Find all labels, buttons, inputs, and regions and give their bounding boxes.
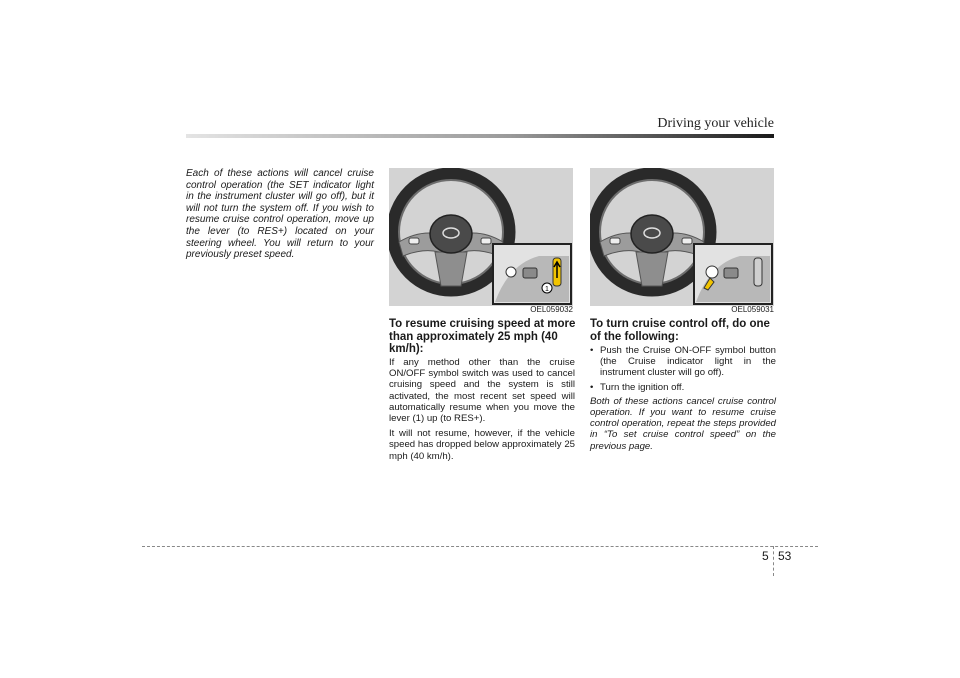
inset-detail — [694, 244, 772, 304]
bullet-icon: • — [590, 345, 594, 356]
list-item: • Turn the ignition off. — [590, 381, 685, 393]
footer-divider — [773, 546, 774, 576]
resume-paragraph: It will not resume, however, if the vehicle speed has dropped below approximately 25 mph (40 km/h). — [389, 428, 575, 462]
resume-paragraph: If any method other than the cruise ON/OFF symbol switch was used to cancel cruising speed and the system is still activated, the most recent set speed will automatically resume when you move the lever (1) up (to RES+). — [389, 357, 575, 425]
inset-detail — [493, 244, 571, 304]
figure-resume-steering-wheel — [389, 168, 573, 306]
figure-code: OEL059032 — [530, 305, 573, 314]
cancel-note: Each of these actions will cancel cruise control operation (the SET indicator light in the instrument cluster will go off), but it will not turn the system off. If you wish to resume cruise control operation, move up the lever (to RES+) located on your steering wheel. You will return to your previously preset speed. — [186, 168, 374, 261]
figure-off-steering-wheel — [590, 168, 774, 306]
page-number: 53 — [778, 549, 792, 563]
steering-wheel-illustration — [393, 174, 509, 290]
off-heading: To turn cruise control off, do one of the following: — [590, 318, 770, 343]
resume-heading: To resume cruising speed at more than approximately 25 mph (40 km/h): — [389, 318, 576, 355]
off-note: Both of these actions cancel cruise control operation. If you want to resume cruise control operation, repeat the steps provided in “To set cruise control speed” on the previous page. — [590, 395, 776, 452]
footer-rule — [142, 546, 818, 547]
chapter-number: 5 — [762, 549, 769, 563]
resume-body — [389, 357, 575, 466]
section-title: Driving your vehicle — [657, 116, 774, 131]
callout-1: 1 — [545, 286, 549, 293]
list-item: • Push the Cruise ON-OFF symbol button (the Cruise indicator light in the instrument cluster will go off). — [590, 345, 776, 379]
off-body — [590, 345, 776, 456]
bullet-icon: • — [590, 381, 594, 393]
figure-code: OEL059031 — [731, 305, 774, 314]
steering-wheel-illustration — [594, 174, 710, 290]
header-rule — [186, 134, 774, 138]
